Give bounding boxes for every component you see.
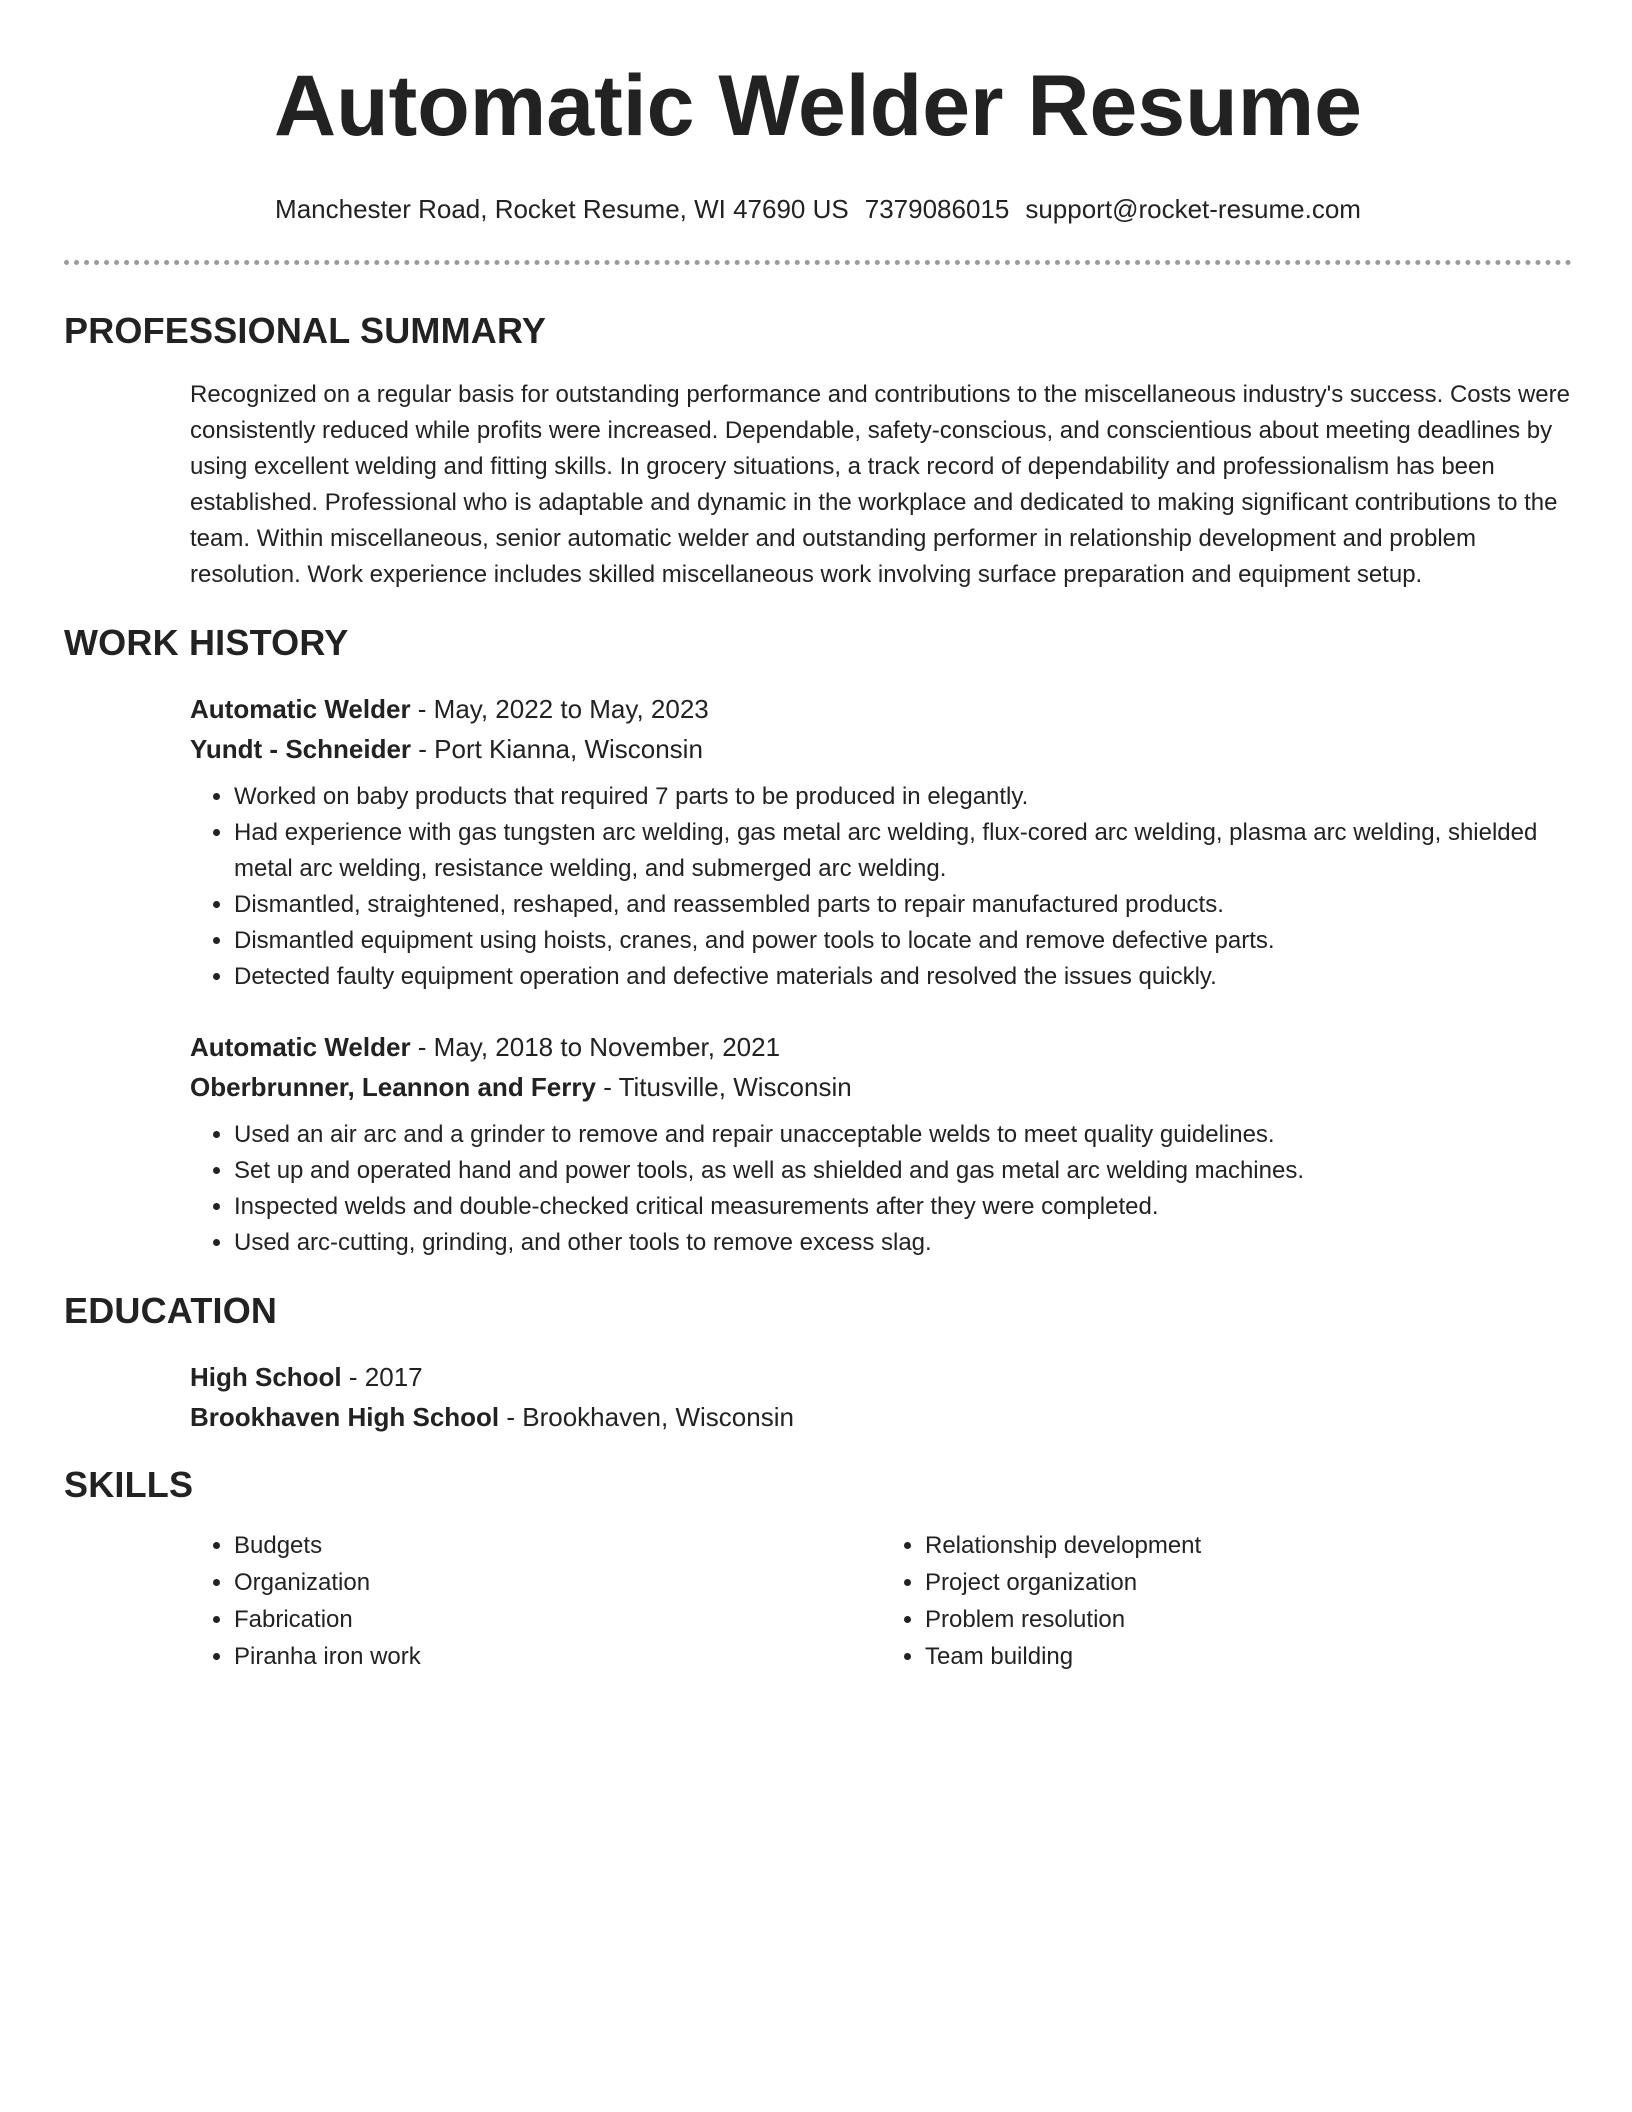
job-title: Automatic Welder (190, 694, 411, 724)
work-history (190, 689, 1572, 1261)
education-degree: High School (190, 1362, 342, 1392)
job-bullets (190, 779, 1572, 995)
job-title: Automatic Welder (190, 1032, 411, 1062)
section-title-education: EDUCATION (64, 1290, 278, 1331)
job-bullet: • Used arc-cutting, grinding, and other tools to remove excess slag. (234, 1225, 1572, 1261)
skills-list (190, 1527, 1572, 1675)
skill-item: • Budgets (234, 1527, 881, 1564)
skill-item: • Piranha iron work (234, 1638, 881, 1675)
job-title-line (190, 1027, 1572, 1067)
job-company: Oberbrunner, Leannon and Ferry (190, 1072, 596, 1102)
job-bullet: • Set up and operated hand and power tools, as well as shielded and gas metal arc welding machines. (234, 1153, 1572, 1189)
education-degree-line (190, 1357, 1572, 1397)
skill-item: • Organization (234, 1564, 881, 1601)
contact-email: support@rocket-resume.com (1025, 194, 1361, 224)
skills-column-right (881, 1527, 1572, 1675)
resume-page (64, 0, 1572, 1675)
section-title-summary: PROFESSIONAL SUMMARY (64, 310, 547, 351)
job-company-line (190, 729, 1572, 769)
contact-address: Manchester Road, Rocket Resume, WI 47690 US (275, 194, 849, 224)
job-bullet: • Detected faulty equipment operation and defective materials and resolved the issues quickly. (234, 959, 1572, 995)
job-dates: - May, 2018 to November, 2021 (410, 1032, 781, 1062)
job-bullets (190, 1117, 1572, 1261)
job-bullet: • Dismantled equipment using hoists, cranes, and power tools to locate and remove defective parts. (234, 923, 1572, 959)
education-entry (190, 1357, 1572, 1437)
education-location: - Brookhaven, Wisconsin (499, 1402, 794, 1432)
summary-text: Recognized on a regular basis for outstanding performance and contributions to the miscellaneous industry's success. Costs were consistently reduced while profits were increased. Dependable, safety-conscious, and conscientious about meeting deadlines by using excellent welding and fitting skills. In grocery situations, a track record of dependability and professionalism has been established. Professional who is adaptable and dynamic in the workplace and dedicated to making significant contributions to the team. Within miscellaneous, senior automatic welder and outstanding performer in relationship development and problem resolution. Work experience includes skilled miscellaneous work involving surface preparation and equipment setup. (190, 381, 1570, 588)
job-entry (190, 1027, 1572, 1261)
job-bullet: • Inspected welds and double-checked critical measurements after they were completed. (234, 1189, 1572, 1225)
contact-line (64, 192, 1572, 226)
job-company-line (190, 1067, 1572, 1107)
job-bullet: • Had experience with gas tungsten arc welding, gas metal arc welding, flux-cored arc welding, plasma arc welding, shielded metal arc welding, resistance welding, and submerged arc welding. (234, 815, 1572, 887)
job-location: - Port Kianna, Wisconsin (411, 734, 703, 764)
section-title-skills: SKILLS (64, 1464, 194, 1505)
header-divider (64, 260, 1572, 265)
skill-item: • Relationship development (925, 1527, 1572, 1564)
job-bullet: • Worked on baby products that required 7 parts to be produced in elegantly. (234, 779, 1572, 815)
job-bullet: • Dismantled, straightened, reshaped, and reassembled parts to repair manufactured products. (234, 887, 1572, 923)
education-school: Brookhaven High School (190, 1402, 500, 1432)
skill-item: • Fabrication (234, 1601, 881, 1638)
skill-item: • Problem resolution (925, 1601, 1572, 1638)
education-year: - 2017 (341, 1362, 423, 1392)
job-location: - Titusville, Wisconsin (595, 1072, 852, 1102)
section-title-work-history: WORK HISTORY (64, 622, 349, 663)
contact-phone: 7379086015 (864, 194, 1010, 224)
job-entry (190, 689, 1572, 995)
skills-column-left (190, 1527, 881, 1675)
job-title-line (190, 689, 1572, 729)
education-school-line (190, 1397, 1572, 1437)
skill-item: • Project organization (925, 1564, 1572, 1601)
resume-title: Automatic Welder Resume (273, 58, 1363, 154)
job-company: Yundt - Schneider (190, 734, 412, 764)
skill-item: • Team building (925, 1638, 1572, 1675)
job-bullet: • Used an air arc and a grinder to remove and repair unacceptable welds to meet quality guidelines. (234, 1117, 1572, 1153)
job-dates: - May, 2022 to May, 2023 (410, 694, 709, 724)
